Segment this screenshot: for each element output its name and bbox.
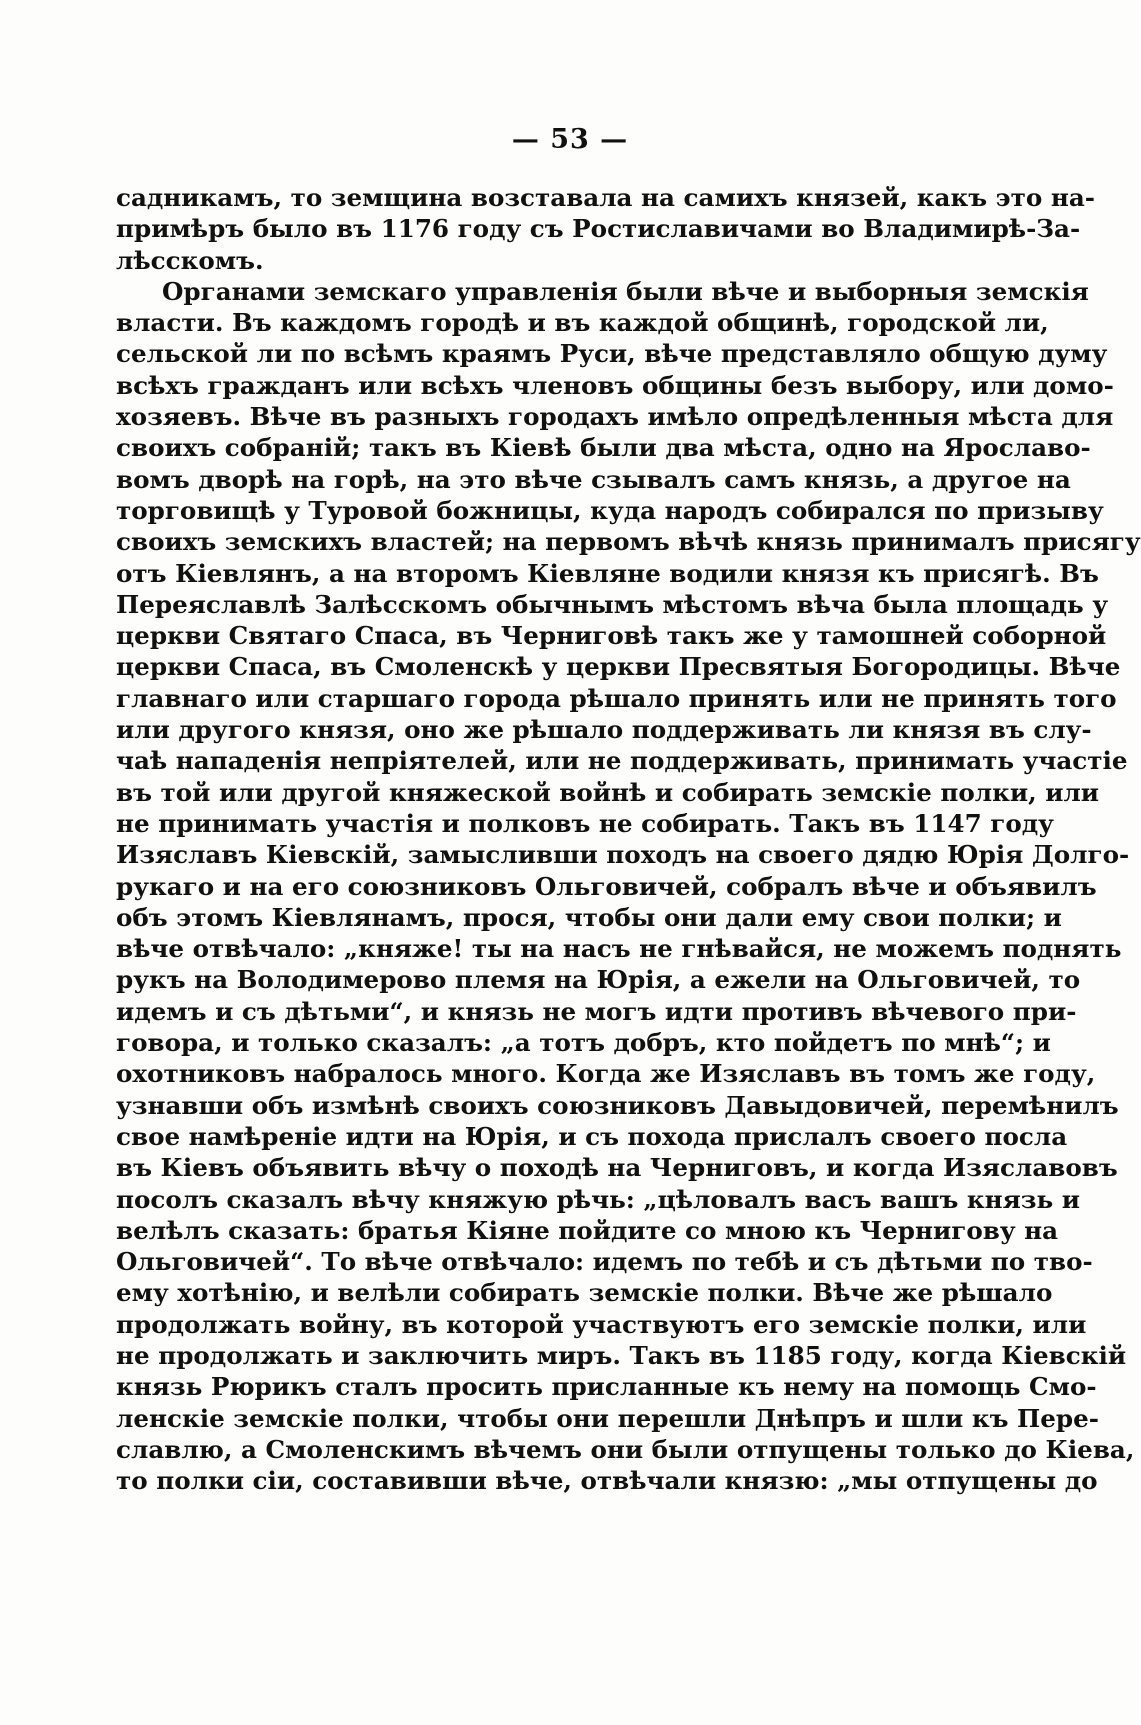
text-line: идемъ и съ дѣтьми“, и князь не могъ идти противъ вѣчевого при- — [116, 996, 1077, 1026]
text-line: церкви Святаго Спаса, въ Черниговѣ такъ же у тамошней соборной — [116, 621, 1107, 651]
text-line: хозяевъ. Вѣче въ разныхъ городахъ имѣло опредѣленныя мѣста для — [116, 402, 1114, 432]
text-body — [116, 182, 1141, 1496]
text-line: объ этомъ Кіевлянамъ, прося, чтобы они дали ему свои полки; и — [116, 902, 1062, 932]
text-line: церкви Спаса, въ Смоленскѣ у церкви Пресвятыя Богородицы. Вѣче — [116, 652, 1121, 682]
text-line: лѣсскомъ. — [116, 245, 264, 275]
text-line: то полки сіи, составивши вѣче, отвѣчали князю: „мы отпущены до — [116, 1466, 1098, 1496]
text-line: Переяславлѣ Залѣсскомъ обычнымъ мѣстомъ вѣча была площадь у — [116, 589, 1109, 619]
text-line: своихъ собраній; такъ въ Кіевѣ были два мѣста, одно на Ярославо- — [116, 433, 1091, 463]
text-line: садникамъ, то земщина возставала на самихъ князей, какъ это на- — [116, 183, 1096, 212]
text-line: вомъ дворѣ на горѣ, на это вѣче сзывалъ самъ князь, а другое на — [116, 464, 1071, 494]
text-line: Изяславъ Кіевскій, замысливши походъ на своего дядю Юрія Долго- — [116, 840, 1130, 870]
text-line: власти. Въ каждомъ городѣ и въ каждой общинѣ, городской ли, — [116, 308, 1049, 338]
text-line: продолжать войну, въ которой участвуютъ его земскіе полки, или — [116, 1309, 1087, 1339]
text-line: узнавши объ измѣнѣ своихъ союзниковъ Давыдовичей, перемѣнилъ — [116, 1090, 1119, 1120]
text-line: охотниковъ набралось много. Когда же Изяславъ въ томъ же году, — [116, 1059, 1096, 1089]
text-line: свое намѣреніе идти на Юрія, и съ похода прислалъ своего посла — [116, 1121, 1068, 1151]
text-line: рукаго и на его союзниковъ Ольговичей, собралъ вѣче и объявилъ — [116, 871, 1097, 901]
text-line: сельской ли по всѣмъ краямъ Руси, вѣче представляло общую думу — [116, 339, 1108, 369]
text-line: князь Рюрикъ сталъ просить присланные къ нему на помощь Смо- — [116, 1372, 1097, 1402]
text-line: торговищѣ у Туровой божницы, куда народъ собирался по призыву — [116, 495, 1104, 525]
text-line: чаѣ нападенія непріятелей, или не поддерживать, принимать участіе — [116, 746, 1128, 776]
text-line: отъ Кіевлянъ, а на второмъ Кіевляне водили князя къ присягѣ. Въ — [116, 558, 1099, 588]
text-line: Ольговичей“. То вѣче отвѣчало: идемъ по тебѣ и съ дѣтьми по тво- — [116, 1247, 1093, 1277]
text-line: своихъ земскихъ властей; на первомъ вѣчѣ князь принималъ присягу — [116, 527, 1141, 557]
text-line: главнаго или старшаго города рѣшало принять или не принять того — [116, 683, 1117, 713]
text-line: примѣръ было въ 1176 году съ Ростиславичами во Владимирѣ-За- — [116, 214, 1081, 244]
paragraph-start-line: Органами земскаго управленія были вѣче и выборныя земскія — [162, 276, 1089, 306]
text-line: славлю, а Смоленскимъ вѣчемъ они были отпущены только до Кіева, — [116, 1434, 1135, 1464]
text-line: въ той или другой княжеской войнѣ и собирать земскіе полки, или — [116, 777, 1100, 807]
text-line: не принимать участія и полковъ не собирать. Такъ въ 1147 году — [116, 808, 1054, 838]
text-line: ему хотѣнію, и велѣли собирать земскіе полки. Вѣче же рѣшало — [116, 1278, 1053, 1308]
text-line: велѣлъ сказать: братья Кіяне пойдите со мною къ Чернигову на — [116, 1215, 1059, 1245]
text-line: ленскіе земскіе полки, чтобы они перешли Днѣпръ и шли къ Пере- — [116, 1403, 1099, 1433]
text-line: посолъ сказалъ вѣчу княжую рѣчь: „цѣловалъ васъ вашъ князь и — [116, 1184, 1080, 1214]
text-line: говора, и только сказалъ: „а тотъ добръ, кто пойдетъ по мнѣ“; и — [116, 1028, 1051, 1058]
text-line: вѣче отвѣчало: „княже! ты на насъ не гнѣвайся, не можемъ поднять — [116, 934, 1122, 964]
page-number: — 53 — — [511, 124, 629, 155]
text-line: всѣхъ гражданъ или всѣхъ членовъ общины безъ выбору, или домо- — [116, 370, 1114, 400]
text-line: или другого князя, оно же рѣшало поддерживать ли князя въ слу- — [116, 715, 1092, 745]
text-line: не продолжать и заключить миръ. Такъ въ 1185 году, когда Кіевскій — [116, 1340, 1127, 1370]
text-line: въ Кіевъ объявить вѣчу о походѣ на Черниговъ, и когда Изяславовъ — [116, 1153, 1118, 1183]
text-line: рукъ на Володимерово племя на Юрія, а ежели на Ольговичей, то — [116, 965, 1081, 995]
